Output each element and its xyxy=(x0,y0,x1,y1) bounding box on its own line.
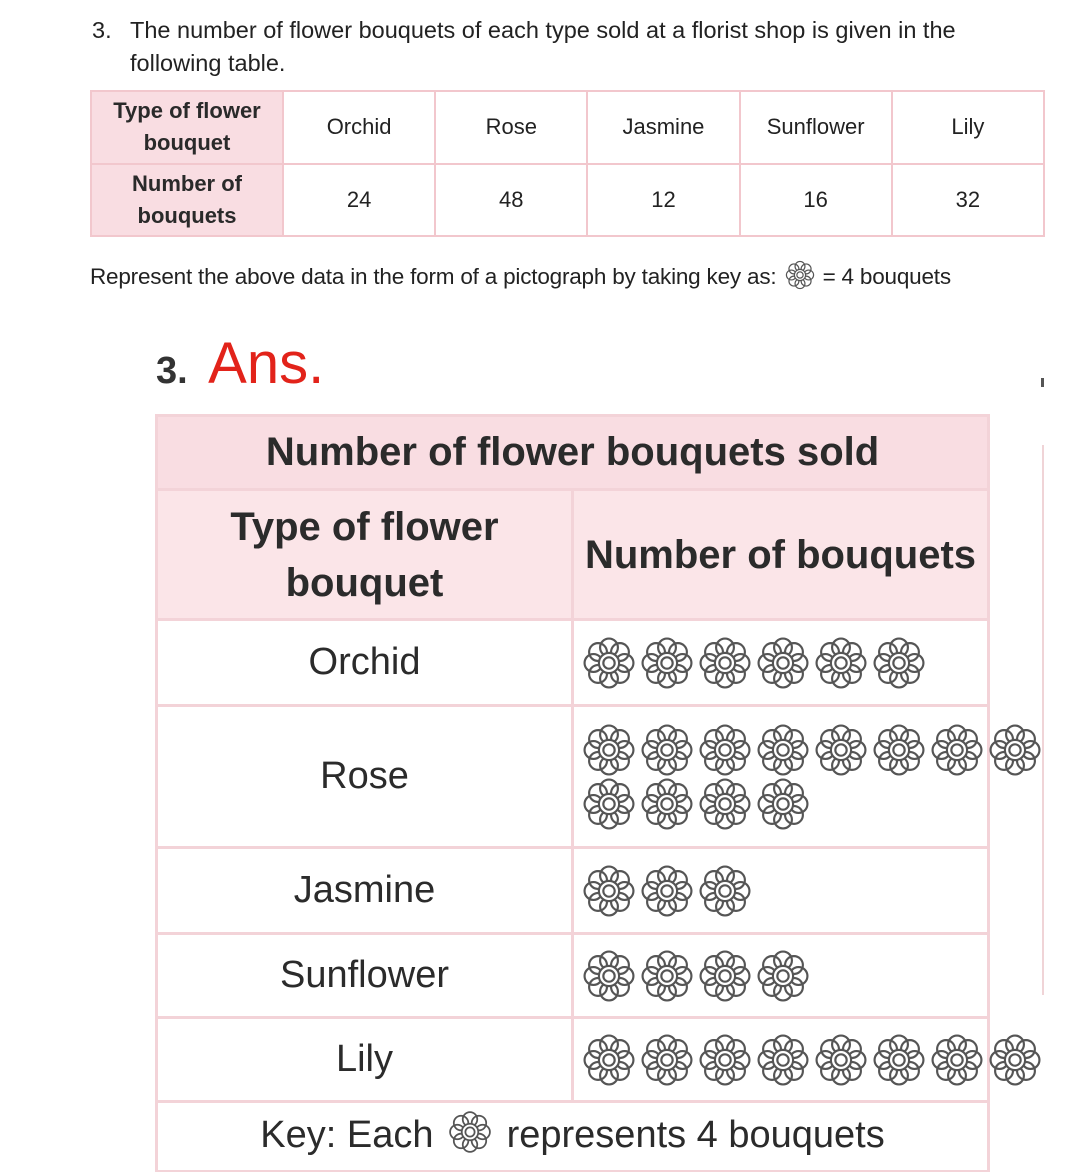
pictograph-row-jasmine xyxy=(157,848,989,934)
flower-icon xyxy=(640,723,694,777)
flower-icon xyxy=(756,777,810,831)
margin-line xyxy=(1042,445,1044,995)
flower-icon xyxy=(814,1033,868,1087)
flower-icon xyxy=(814,636,868,690)
pictograph-symbols xyxy=(573,1018,989,1102)
flower-icon xyxy=(756,636,810,690)
margin-mark xyxy=(1041,378,1044,387)
flower-icon xyxy=(698,949,752,1003)
flower-icon xyxy=(582,723,636,777)
data-table-row1-label: Type of flower bouquet xyxy=(91,91,283,164)
data-table-row-counts xyxy=(91,164,1044,237)
answer-label: Ans. xyxy=(208,331,325,396)
flower-icon xyxy=(698,864,752,918)
flower-icon xyxy=(640,949,694,1003)
pictograph-type-label: Rose xyxy=(157,706,573,848)
data-table-type-cell: Rose xyxy=(435,91,587,164)
instruction xyxy=(90,260,1050,296)
pictograph-table xyxy=(155,414,990,1172)
pictograph-col2-header: Number of bouquets xyxy=(573,490,989,620)
data-table-row-types xyxy=(91,91,1044,164)
pictograph-title: Number of flower bouquets sold xyxy=(157,416,989,490)
pictograph-col1-header: Type of flower bouquet xyxy=(157,490,573,620)
flower-icon xyxy=(582,864,636,918)
flower-icon xyxy=(988,1033,1042,1087)
question-number: 3. xyxy=(92,17,112,43)
flower-icon xyxy=(872,636,926,690)
pictograph-type-label: Lily xyxy=(157,1018,573,1102)
flower-icon xyxy=(756,1033,810,1087)
flower-icon xyxy=(756,723,810,777)
flower-icon xyxy=(582,1033,636,1087)
instruction-text: Represent the above data in the form of a pictograph by taking key as: xyxy=(90,263,777,289)
pictograph-symbols xyxy=(573,620,989,706)
flower-icon xyxy=(640,777,694,831)
flower-icon xyxy=(988,723,1042,777)
flower-icon xyxy=(785,260,815,296)
flower-icon xyxy=(582,949,636,1003)
data-table-count-cell: 24 xyxy=(283,164,435,237)
flower-icon xyxy=(814,723,868,777)
flower-icon xyxy=(698,1033,752,1087)
data-table-count-cell: 12 xyxy=(587,164,739,237)
question-text: The number of flower bouquets of each type sold at a florist shop is given in the following table. xyxy=(130,17,956,76)
flower-icon xyxy=(930,723,984,777)
instruction-key-value: = 4 bouquets xyxy=(822,263,951,289)
pictograph-row-rose xyxy=(157,706,989,848)
pictograph-type-label: Jasmine xyxy=(157,848,573,934)
flower-icon xyxy=(756,949,810,1003)
answer-number: 3. xyxy=(156,350,188,392)
answer-heading xyxy=(156,330,324,397)
data-table-count-cell: 48 xyxy=(435,164,587,237)
pictograph-key-prefix: Key: Each xyxy=(260,1113,434,1156)
pictograph-row-orchid xyxy=(157,620,989,706)
flower-icon xyxy=(640,636,694,690)
pictograph-type-label: Orchid xyxy=(157,620,573,706)
data-table-type-cell: Lily xyxy=(892,91,1044,164)
data-table-type-cell: Sunflower xyxy=(740,91,892,164)
pictograph-symbols xyxy=(573,934,989,1018)
flower-icon xyxy=(872,1033,926,1087)
flower-icon xyxy=(872,723,926,777)
flower-icon xyxy=(698,723,752,777)
flower-icon xyxy=(640,864,694,918)
pictograph-symbols xyxy=(573,706,989,848)
data-table-row2-label: Number of bouquets xyxy=(91,164,283,237)
pictograph-row-lily xyxy=(157,1018,989,1102)
flower-icon xyxy=(640,1033,694,1087)
data-table-count-cell: 16 xyxy=(740,164,892,237)
flower-icon xyxy=(698,636,752,690)
data-table-type-cell: Jasmine xyxy=(587,91,739,164)
pictograph-symbols xyxy=(573,848,989,934)
question xyxy=(92,14,1052,80)
flower-icon xyxy=(448,1110,492,1164)
flower-icon xyxy=(582,777,636,831)
data-table-type-cell: Orchid xyxy=(283,91,435,164)
data-table xyxy=(90,90,1045,237)
pictograph-type-label: Sunflower xyxy=(157,934,573,1018)
flower-icon xyxy=(930,1033,984,1087)
flower-icon xyxy=(698,777,752,831)
flower-icon xyxy=(582,636,636,690)
pictograph-key xyxy=(157,1102,989,1172)
pictograph-key-suffix: represents 4 bouquets xyxy=(506,1113,885,1156)
data-table-count-cell: 32 xyxy=(892,164,1044,237)
pictograph-row-sunflower xyxy=(157,934,989,1018)
